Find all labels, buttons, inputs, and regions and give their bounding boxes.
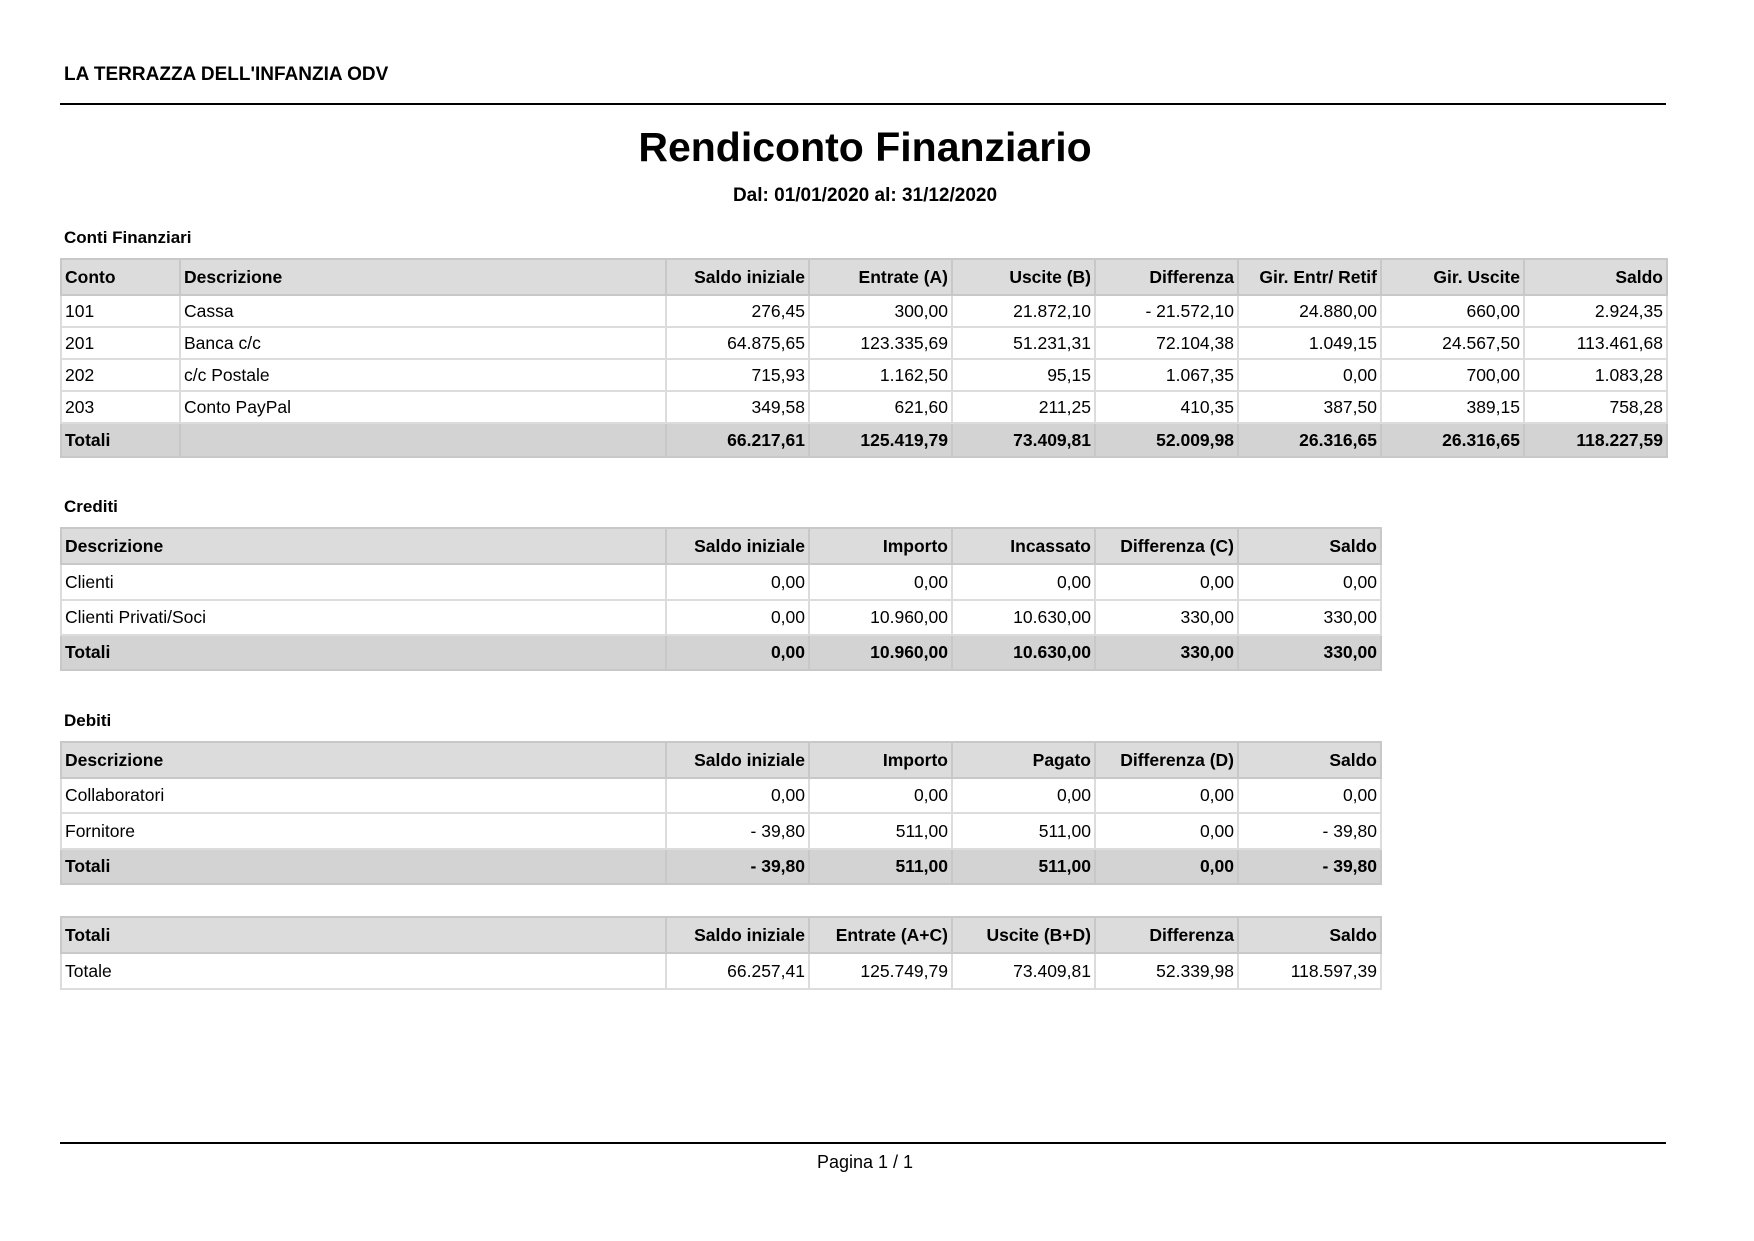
table-cell: 2.924,35 [1524, 295, 1667, 327]
table-cell: 387,50 [1238, 391, 1381, 423]
table-cell: c/c Postale [180, 359, 666, 391]
table-cell: 0,00 [1095, 813, 1238, 849]
table-cell: Totale [61, 953, 666, 989]
column-header: Gir. Entr/ Retif [1238, 259, 1381, 295]
totals-cell: 10.630,00 [952, 635, 1095, 670]
table-cell: 201 [61, 327, 180, 359]
totals-cell: 66.217,61 [666, 423, 809, 457]
table-cell: - 39,80 [666, 813, 809, 849]
crediti-table [60, 527, 1382, 671]
column-header: Saldo [1524, 259, 1667, 295]
totals-cell: 10.960,00 [809, 635, 952, 670]
table-cell: 211,25 [952, 391, 1095, 423]
table-cell: Clienti Privati/Soci [61, 600, 666, 635]
totals-cell: 52.009,98 [1095, 423, 1238, 457]
totals-cell: 0,00 [1095, 849, 1238, 884]
footer-divider [60, 1142, 1666, 1144]
totals-cell: Totali [61, 635, 666, 670]
table-cell: 113.461,68 [1524, 327, 1667, 359]
table-cell: 0,00 [952, 778, 1095, 813]
table-cell: 125.749,79 [809, 953, 952, 989]
table-cell: 0,00 [666, 600, 809, 635]
table-cell: - 21.572,10 [1095, 295, 1238, 327]
table-cell: 0,00 [1238, 359, 1381, 391]
totals-cell: Totali [61, 849, 666, 884]
table-cell: 101 [61, 295, 180, 327]
table-header-row [61, 259, 1667, 295]
table-cell: 123.335,69 [809, 327, 952, 359]
totals-cell: Totali [61, 423, 180, 457]
summary-totals-table [60, 916, 1382, 990]
totals-cell: 330,00 [1095, 635, 1238, 670]
table-cell: 0,00 [1238, 564, 1381, 600]
table-cell: 1.067,35 [1095, 359, 1238, 391]
conti-finanziari-table [60, 258, 1668, 458]
totals-cell: 511,00 [809, 849, 952, 884]
column-header: Differenza (D) [1095, 742, 1238, 778]
table-cell: 51.231,31 [952, 327, 1095, 359]
table-cell: 72.104,38 [1095, 327, 1238, 359]
totals-row [61, 849, 1381, 884]
column-header: Saldo [1238, 917, 1381, 953]
page-number: Pagina 1 / 1 [816, 1152, 914, 1172]
column-header: Totali [61, 917, 666, 953]
table-cell: 0,00 [809, 564, 952, 600]
column-header: Uscite (B+D) [952, 917, 1095, 953]
table-cell: 202 [61, 359, 180, 391]
table-cell: 330,00 [1095, 600, 1238, 635]
table-cell: 715,93 [666, 359, 809, 391]
table-row [61, 600, 1381, 635]
column-header: Uscite (B) [952, 259, 1095, 295]
table-cell: 1.049,15 [1238, 327, 1381, 359]
column-header: Incassato [952, 528, 1095, 564]
table-cell: 0,00 [666, 778, 809, 813]
table-cell: Clienti [61, 564, 666, 600]
table-cell: 349,58 [666, 391, 809, 423]
table-cell: 64.875,65 [666, 327, 809, 359]
column-header: Conto [61, 259, 180, 295]
table-cell: 0,00 [1238, 778, 1381, 813]
column-header: Entrate (A) [809, 259, 952, 295]
table-cell: 700,00 [1381, 359, 1524, 391]
totals-cell: 511,00 [952, 849, 1095, 884]
header-divider [60, 103, 1666, 105]
table-cell: 389,15 [1381, 391, 1524, 423]
column-header: Saldo iniziale [666, 528, 809, 564]
table-cell: 118.597,39 [1238, 953, 1381, 989]
table-row [61, 327, 1667, 359]
table-cell: 300,00 [809, 295, 952, 327]
table-cell: 276,45 [666, 295, 809, 327]
column-header: Saldo [1238, 742, 1381, 778]
table-cell: 758,28 [1524, 391, 1667, 423]
section-title-crediti: Crediti [64, 497, 118, 516]
section-title-debiti: Debiti [64, 711, 112, 730]
column-header: Importo [809, 742, 952, 778]
table-cell: 511,00 [809, 813, 952, 849]
table-row [61, 295, 1667, 327]
column-header: Differenza (C) [1095, 528, 1238, 564]
table-cell: Cassa [180, 295, 666, 327]
column-header: Saldo [1238, 528, 1381, 564]
column-header: Importo [809, 528, 952, 564]
totals-row [61, 423, 1667, 457]
table-row [61, 564, 1381, 600]
totals-row [61, 635, 1381, 670]
organization-name: LA TERRAZZA DELL'INFANZIA ODV [64, 64, 389, 85]
table-cell: 24.567,50 [1381, 327, 1524, 359]
table-cell: 66.257,41 [666, 953, 809, 989]
column-header: Descrizione [61, 742, 666, 778]
totals-cell: - 39,80 [1238, 849, 1381, 884]
debiti-table [60, 741, 1382, 885]
column-header: Differenza [1095, 259, 1238, 295]
table-cell: Fornitore [61, 813, 666, 849]
table-cell: 621,60 [809, 391, 952, 423]
table-cell: 1.083,28 [1524, 359, 1667, 391]
totals-cell: 73.409,81 [952, 423, 1095, 457]
table-cell: 73.409,81 [952, 953, 1095, 989]
table-cell: 0,00 [666, 564, 809, 600]
table-cell: 10.960,00 [809, 600, 952, 635]
totals-cell: 26.316,65 [1238, 423, 1381, 457]
report-title: Rendiconto Finanziario [638, 124, 1092, 170]
table-header-row [61, 917, 1381, 953]
column-header: Saldo iniziale [666, 259, 809, 295]
table-cell: 0,00 [1095, 564, 1238, 600]
table-cell: 24.880,00 [1238, 295, 1381, 327]
report-period: Dal: 01/01/2020 al: 31/12/2020 [732, 185, 998, 206]
totals-cell [180, 423, 666, 457]
table-cell: 203 [61, 391, 180, 423]
column-header: Entrate (A+C) [809, 917, 952, 953]
totals-cell: - 39,80 [666, 849, 809, 884]
table-row [61, 359, 1667, 391]
table-cell: Collaboratori [61, 778, 666, 813]
table-cell: 10.630,00 [952, 600, 1095, 635]
table-cell: 410,35 [1095, 391, 1238, 423]
table-cell: 21.872,10 [952, 295, 1095, 327]
table-cell: 52.339,98 [1095, 953, 1238, 989]
totals-cell: 26.316,65 [1381, 423, 1524, 457]
table-cell: - 39,80 [1238, 813, 1381, 849]
column-header: Pagato [952, 742, 1095, 778]
table-cell: 1.162,50 [809, 359, 952, 391]
table-row [61, 391, 1667, 423]
column-header: Descrizione [180, 259, 666, 295]
table-row [61, 813, 1381, 849]
table-cell: 330,00 [1238, 600, 1381, 635]
totals-cell: 330,00 [1238, 635, 1381, 670]
table-cell: 0,00 [809, 778, 952, 813]
table-cell: 511,00 [952, 813, 1095, 849]
table-header-row [61, 742, 1381, 778]
table-cell: 0,00 [1095, 778, 1238, 813]
totals-cell: 125.419,79 [809, 423, 952, 457]
table-cell: Conto PayPal [180, 391, 666, 423]
table-header-row [61, 528, 1381, 564]
table-cell: 0,00 [952, 564, 1095, 600]
totals-cell: 0,00 [666, 635, 809, 670]
table-cell: 660,00 [1381, 295, 1524, 327]
table-row [61, 953, 1381, 989]
column-header: Saldo iniziale [666, 742, 809, 778]
column-header: Differenza [1095, 917, 1238, 953]
column-header: Saldo iniziale [666, 917, 809, 953]
column-header: Gir. Uscite [1381, 259, 1524, 295]
table-cell: 95,15 [952, 359, 1095, 391]
table-row [61, 778, 1381, 813]
totals-cell: 118.227,59 [1524, 423, 1667, 457]
table-cell: Banca c/c [180, 327, 666, 359]
section-title-conti: Conti Finanziari [64, 228, 192, 247]
column-header: Descrizione [61, 528, 666, 564]
